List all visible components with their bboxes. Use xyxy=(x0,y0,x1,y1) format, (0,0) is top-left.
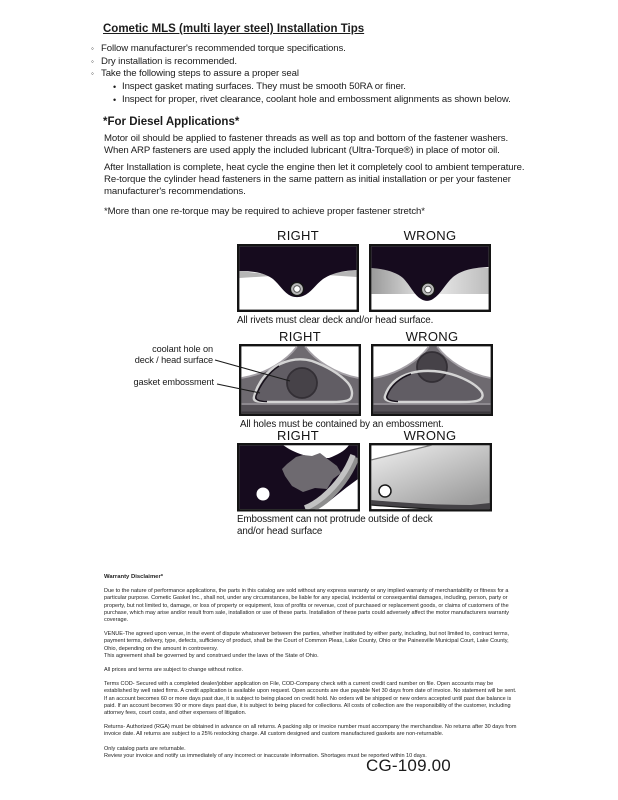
tip-text: Inspect gasket mating surfaces. They must be smooth 50RA or finer. xyxy=(122,81,406,93)
coolant-caption: All holes must be contained by an embossment. xyxy=(240,419,444,430)
rivet-right-panel xyxy=(237,244,359,312)
bullet-icon: • xyxy=(113,94,117,105)
diesel-heading: *For Diesel Applications* xyxy=(103,116,240,128)
list-item xyxy=(91,68,511,81)
coolant-hole-icon xyxy=(417,352,447,382)
coolant-hole-callout xyxy=(85,344,213,365)
disclaimer-paragraph: VENUE-The agreed upon venue, in the event of dispute whatsoever between the parties, whether instituted by either party, including, but not limited to, contract terms, payment terms, delivery, type, defects, sufficiency of product, shall be the Court of Common Pleas, Lake County, Ohio or the Painesville Municipal Court, Lake County, Ohio, depending on the amount in controversy. xyxy=(104,631,509,652)
bolt-hole-icon xyxy=(257,488,270,501)
rivet-wrong-panel xyxy=(369,244,491,312)
page-title: Cometic MLS (multi layer steel) Installation Tips xyxy=(103,23,365,35)
right-label: RIGHT xyxy=(277,428,319,443)
list-item xyxy=(91,94,511,107)
wrong-label: WRONG xyxy=(403,228,457,243)
tip-text: Dry installation is recommended. xyxy=(101,55,237,67)
list-item xyxy=(91,56,511,69)
installation-tips-list xyxy=(91,43,511,107)
callout-text: coolant hole on xyxy=(152,344,213,354)
bolt-hole-icon xyxy=(379,485,391,497)
list-item xyxy=(91,81,511,94)
tip-text: Follow manufacturer's recommended torque specifications. xyxy=(101,43,346,54)
warranty-disclaimer xyxy=(104,574,518,767)
rivet-caption: All rivets must clear deck and/or head surface. xyxy=(237,315,434,326)
disclaimer-paragraph: Terms COD- Secured with a completed dealer/jobber application on File, COD-Company check with a current credit card number on file. Open accounts may be established by well rated firms. A credit application is available upon request. Open accounts are due payable Net 30 days from date of invoice. No statement will be sent. If an account becomes 60 or more days past due, it is subject to being placed on credit hold. No orders will be shipped or new orders accepted until past due balance is paid. If an account becomes 90 or more days past due, it is subject to being placed for collections. All costs of collection are the responsibility of the customer, including attorney fees, court costs, and other expenses of litigation. xyxy=(104,681,517,717)
embossment-caption-line2: and/or head surface xyxy=(237,526,323,537)
disclaimer-paragraph: Only catalog parts are returnable. xyxy=(104,745,186,752)
disclaimer-paragraph: Review your invoice and notify us immediately of any incorrect or inaccurate information. Shortages must be reported within 10 days. xyxy=(104,752,427,759)
tip-text: Inspect for proper, rivet clearance, coolant hole and embossment alignments as shown below. xyxy=(122,93,511,105)
callout-text: gasket embossment xyxy=(133,377,214,387)
callout-text: deck / head surface xyxy=(134,354,213,365)
disclaimer-paragraph: Due to the nature of performance applications, the parts in this catalog are sold without any express warranty or any implied warranty of merchantability or fitness for a particular purpose. Cometic Gasket Inc., shall not, under any circumstances, be liable for any special, incidental or consequential damages, including, person, party or property, but not limited to, damage, or loss of property or equipment, loss of profits or revenue, cost of purchased or replacement goods, or claims of customers of the purchase, which may arise and/or result from sale, installation or use of these parts. Installation of these parts could adversely affect the motor manufacturers warranty coverage. xyxy=(104,588,509,624)
disclaimer-paragraph: Returns- Authorized (RGA) must be obtained in advance on all returns. A packing slip or invoice number must accompany the merchandise. No returns after 30 days from invoice date. All returns are subject to a 25% restocking charge. All custom designed and custom manufactured gaskets are non-returnable. xyxy=(104,724,517,738)
coolant-wrong-panel xyxy=(371,344,493,416)
embossment-caption-line1: Embossment can not protrude outside of deck xyxy=(237,514,433,525)
coolant-right-panel xyxy=(239,344,361,416)
bullet-icon: • xyxy=(113,82,117,93)
page-code: CG-109.00 xyxy=(366,756,451,775)
tip-text: Take the following steps to assure a proper seal xyxy=(101,68,299,80)
open-bullet-icon: ◦ xyxy=(91,56,94,66)
disclaimer-paragraph: All prices and terms are subject to change without notice. xyxy=(104,667,244,674)
list-item xyxy=(91,43,511,56)
open-bullet-icon: ◦ xyxy=(91,44,94,53)
gasket-embossment-callout xyxy=(86,377,214,388)
wrong-label: WRONG xyxy=(403,428,457,443)
embossment-right-panel xyxy=(237,443,360,512)
diesel-paragraph-1: Motor oil should be applied to fastener threads as well as top and bottom of the fastener washers. When ARP fasteners are used apply the included lubricant (Ultra-Torque®) in place of motor oil. xyxy=(104,133,509,156)
disclaimer-paragraph: This agreement shall be governed by and construed under the laws of the State of Ohio. xyxy=(104,652,319,659)
diesel-paragraph-2: After Installation is complete, heat cycle the engine then let it completely cool to ambient temperature. Re-torque the cylinder head fasteners in the same pattern as initial installation or per your fastener manufacturer's recommendations. xyxy=(104,162,525,197)
retorque-note: *More than one re-torque may be required to achieve proper fastener stretch* xyxy=(104,206,425,217)
embossment-wrong-panel xyxy=(369,443,492,512)
right-label: RIGHT xyxy=(277,228,319,243)
open-bullet-icon: ◦ xyxy=(91,69,94,79)
right-label: RIGHT xyxy=(279,329,321,344)
wrong-label: WRONG xyxy=(405,329,459,344)
disclaimer-heading: Warranty Disclaimer* xyxy=(104,574,164,580)
coolant-hole-icon xyxy=(287,368,317,398)
